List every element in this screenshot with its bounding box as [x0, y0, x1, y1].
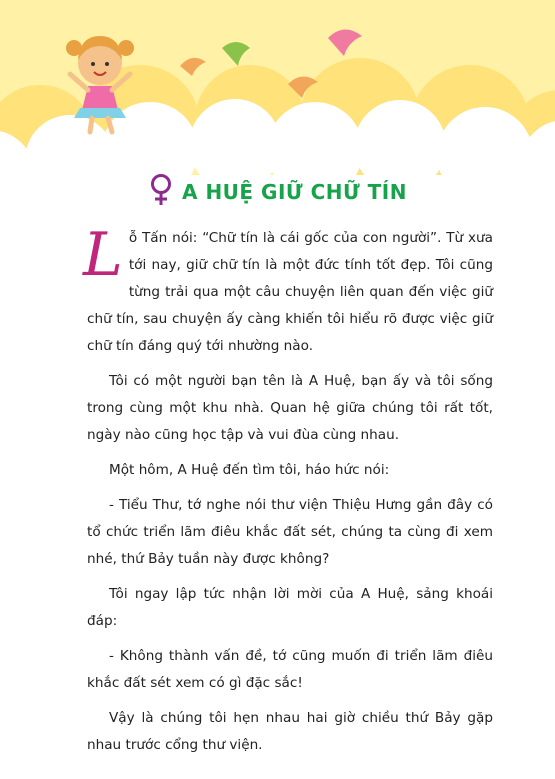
paragraph: Vậy là chúng tôi hẹn nhau hai giờ chiều thứ Bảy gặp nhau trước cổng thư viện. [87, 710, 493, 753]
drop-cap: L [83, 220, 123, 290]
paragraph: Lỗ Tấn nói: “Chữ tín là cái gốc của con người”. Từ xưa tới nay, giữ chữ tín là một đức tính tốt đẹp. Tôi cũng từng trải qua một câu chuyện liên quan đến việc giữ chữ tín, sau chuyện ấy càng khiến tôi hiểu rõ được việc giữ chữ tín đáng quý tới nhường nào. [83, 220, 493, 354]
dialogue-paragraph: - Không thành vấn đề, tớ cũng muốn đi triển lãm điêu khắc đất sét xem có gì đặc sắc! [87, 648, 493, 691]
dialogue-paragraph: - Tiểu Thư, tớ nghe nói thư viện Thiệu Hưng gần đây có tổ chức triển lãm điêu khắc đất sét, chúng ta cùng đi xem nhé, thứ Bảy tuần này được không? [87, 497, 493, 567]
female-symbol-icon [148, 173, 174, 211]
title-row [0, 170, 555, 214]
story-body [83, 220, 493, 767]
paragraph: Một hôm, A Huệ đến tìm tôi, háo hức nói: [109, 462, 390, 478]
paragraph: Tôi ngay lập tức nhận lời mời của A Huệ, sảng khoái đáp: [87, 586, 493, 629]
story-title: A HUỆ GIỮ CHỮ TÍN [182, 180, 407, 204]
paragraph: Tôi có một người bạn tên là A Huệ, bạn ấy và tôi sống trong cùng một khu nhà. Quan hệ giữa chúng tôi rất tốt, ngày nào cũng học tập và vui đùa cùng nhau. [87, 373, 493, 443]
